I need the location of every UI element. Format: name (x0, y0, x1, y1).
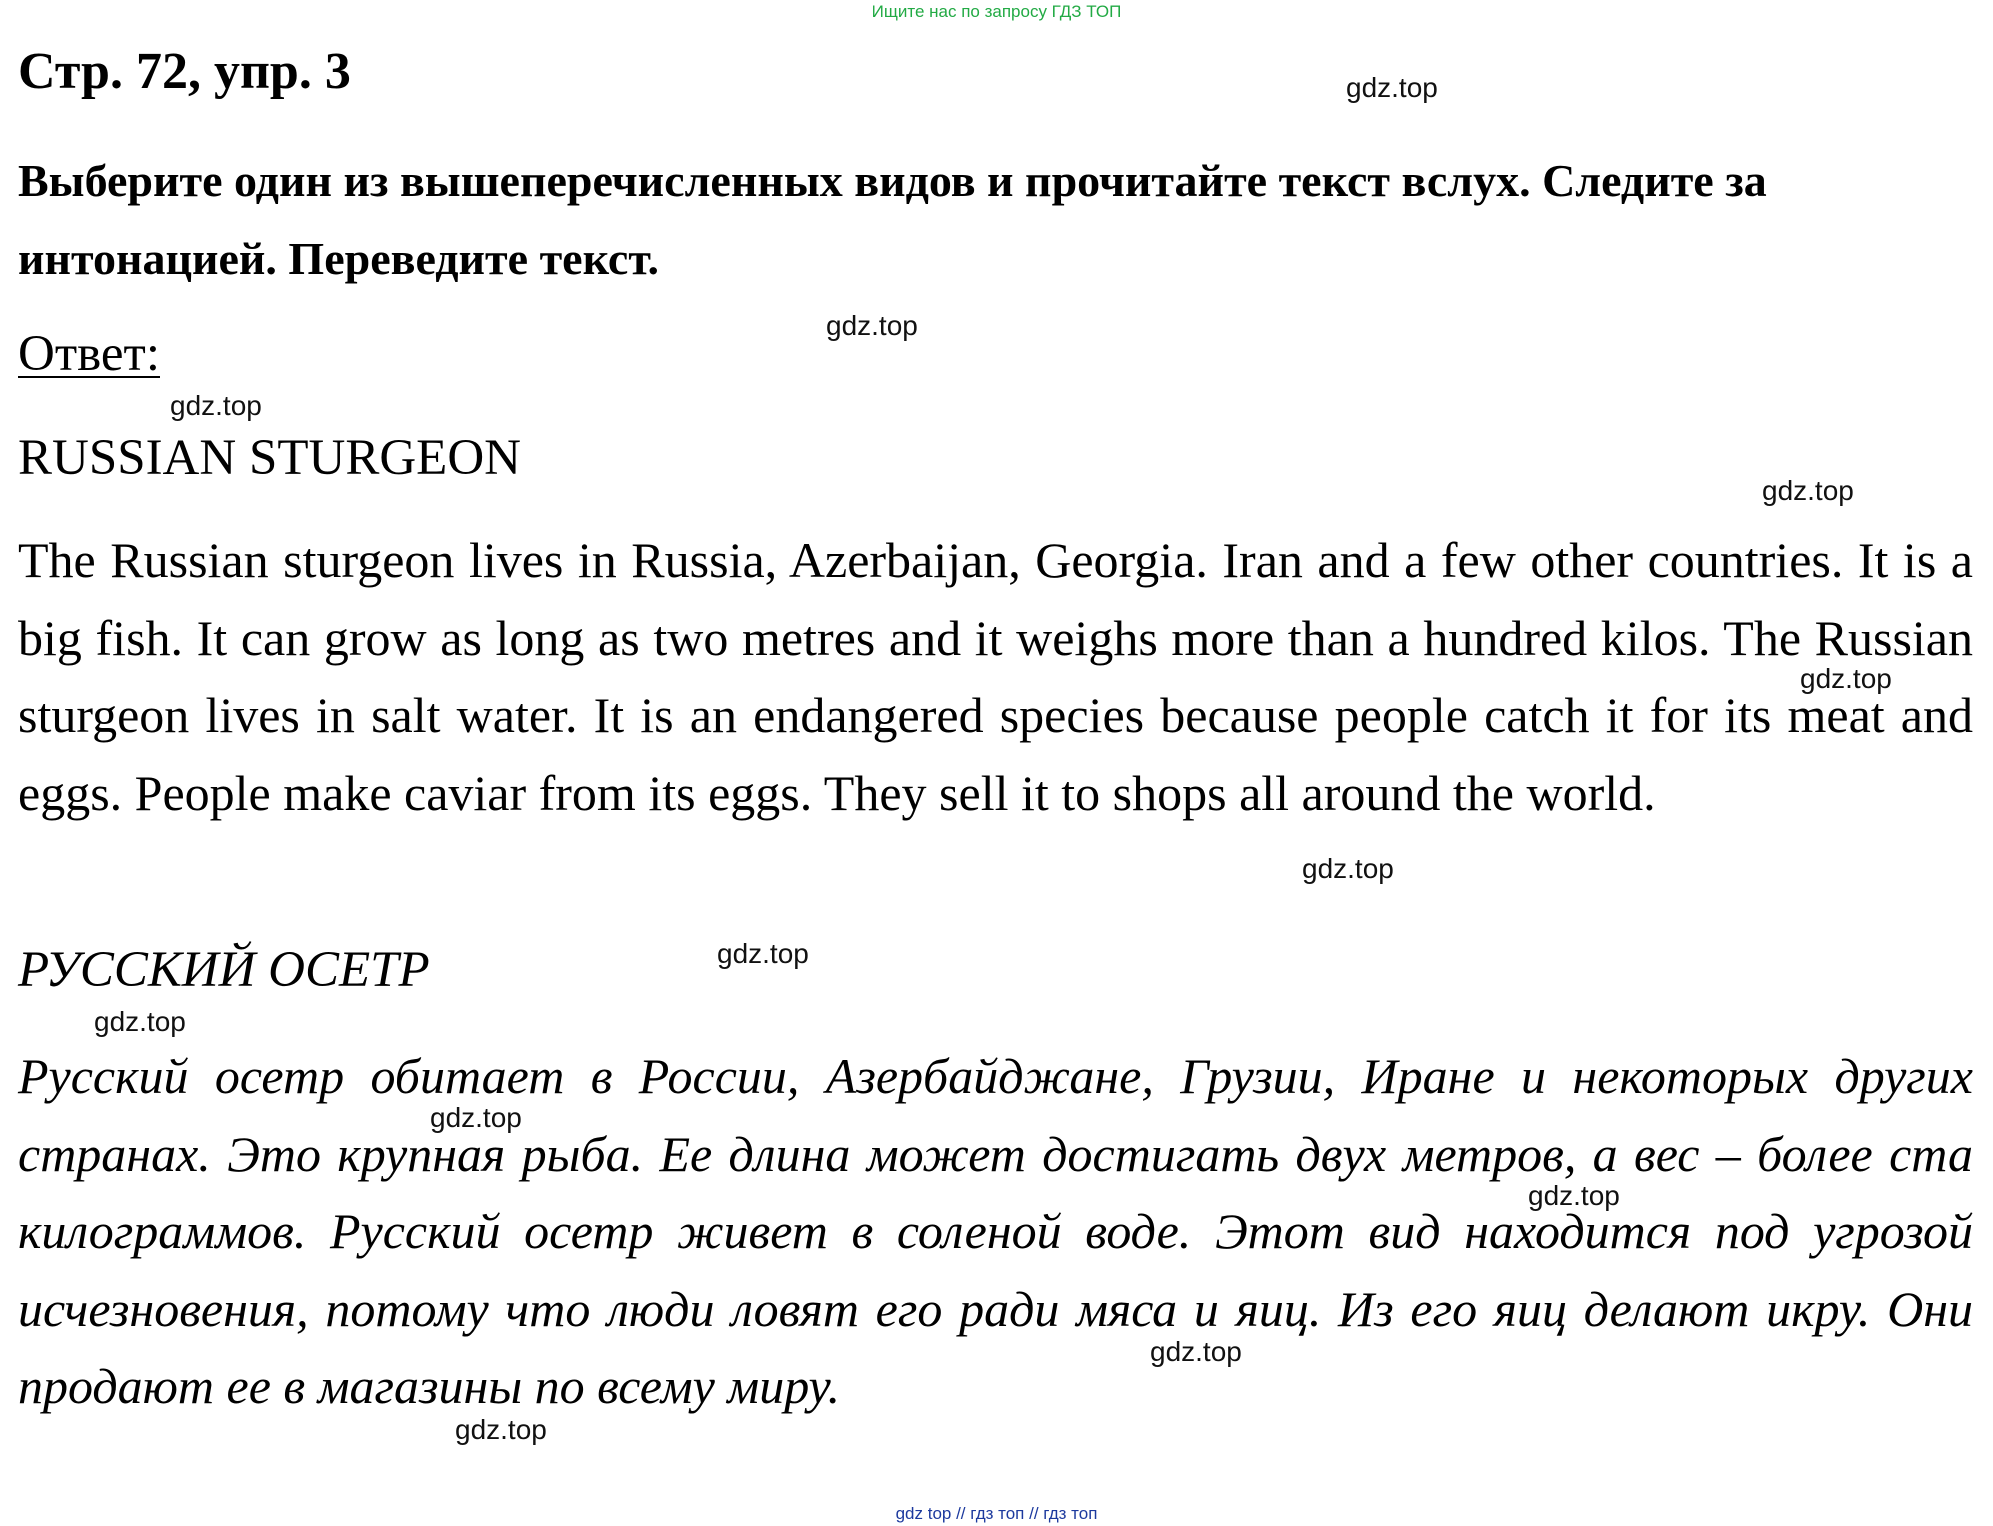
watermark: gdz.top (1528, 1180, 1620, 1211)
task-instructions: Выберите один из вышеперечисленных видов и прочитайте текст вслух. Следите за интонацией. Переведите текст. (18, 155, 1767, 284)
watermark: gdz.top (170, 390, 262, 421)
watermark: gdz.top (430, 1102, 522, 1133)
watermark: gdz.top (1346, 72, 1438, 103)
russian-text: Русский осетр обитает в России, Азербайджане, Грузии, Иране и некоторых других странах. Это крупная рыба. Ее длина может достигать двух метров, а вес – более ста килограммов. Русский осетр живет в соленой воде. Этот вид находится под угрозой исчезновения, потому что люди ловят его ради мяса и яиц. Из его яиц делают икру. Они продают ее в магазины по всему миру. (18, 1048, 1973, 1414)
watermark: gdz.top (717, 938, 809, 969)
page-title: Стр. 72, упр. 3 (18, 43, 351, 100)
footer-links: gdz top // гдз топ // гдз топ (895, 1504, 1098, 1523)
russian-title: РУССКИЙ ОСЕТР (18, 942, 430, 998)
watermark: gdz.top (1762, 475, 1854, 506)
watermark: gdz.top (94, 1006, 186, 1037)
english-text: The Russian sturgeon lives in Russia, Azerbaijan, Georgia. Iran and a few other countries. It is a big fish. It can grow as long as two metres and it weighs more than a hundred kilos. The Russian sturgeon lives in salt water. It is an endangered species because people catch it for its meat and eggs. People make caviar from its eggs. They sell it to shops all around the world. (18, 532, 1973, 821)
top-banner: Ищите нас по запросу ГДЗ ТОП (871, 2, 1122, 21)
english-title: RUSSIAN STURGEON (18, 430, 521, 486)
watermark: gdz.top (1302, 853, 1394, 884)
watermark: gdz.top (455, 1414, 547, 1445)
watermark: gdz.top (1150, 1336, 1242, 1367)
answer-label: Ответ: (18, 326, 160, 382)
watermark: gdz.top (826, 310, 918, 341)
watermark: gdz.top (1800, 663, 1892, 694)
